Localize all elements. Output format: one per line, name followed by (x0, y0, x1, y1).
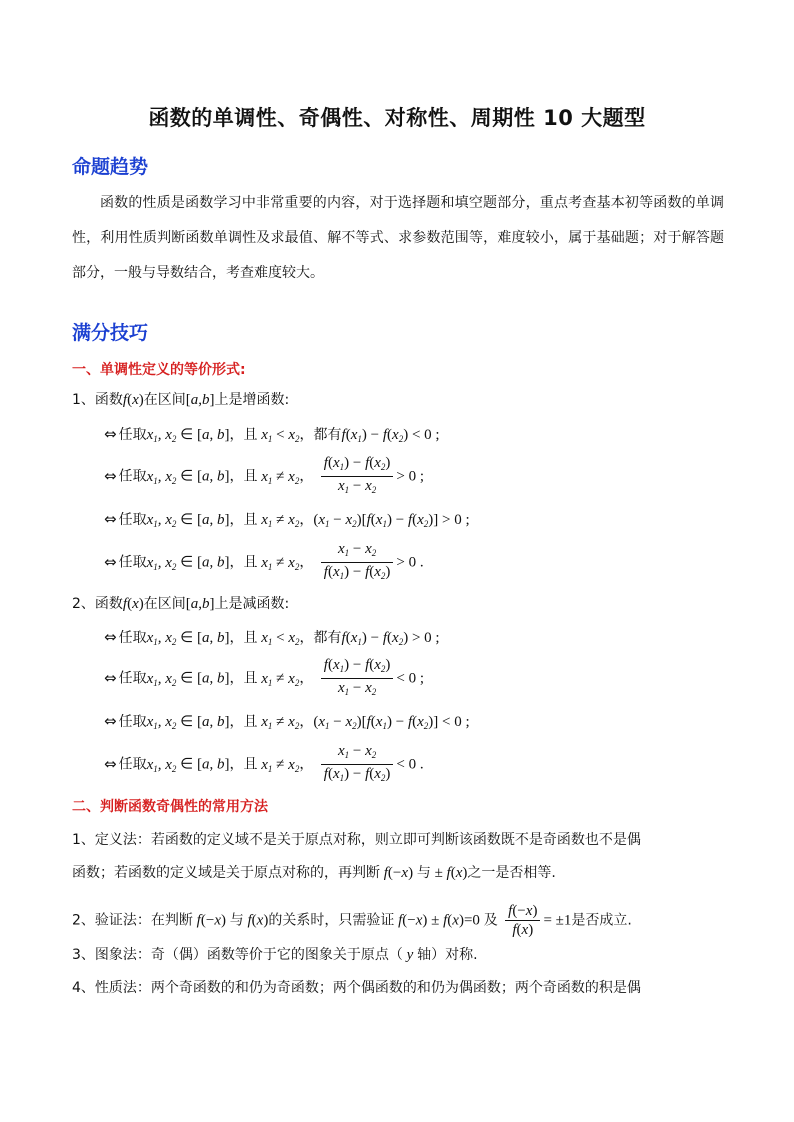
equiv-line-2: ⇔ 任取$x_1$, $x_2$ ∈ [a, b]，且 $x_1 \ne x_2$， $\frac{f(x_1) - f(x_2)}{x_1 - x_2}$ > 0 ; (104, 454, 424, 499)
fraction: $\frac{f(x_1) - f(x_2)}{x_1 - x_2}$ (321, 454, 394, 499)
equiv-line-4: ⇔ 任取$x_1$, $x_2$ ∈ [a, b]，且 $x_1 \ne x_2$， $\frac{x_1 - x_2}{f(x_1) - f(x_2)}$ > 0 . (104, 540, 424, 585)
equiv-line-6: ⇔ 任取$x_1$, $x_2$ ∈ [a, b]，且 $x_1 \ne x_2$， $\frac{f(x_1) - f(x_2)}{x_1 - x_2}$ < 0 ; (104, 656, 424, 701)
method-verification: 2、验证法：在判断 f(−x) 与 f(x)的关系时，只需验证 f(−x) ± f(x)=0 及 $\frac{f(-x)}{f(x)}$ = ±1是否成立. (72, 903, 632, 938)
subheading-monotonic: 一、单调性定义的等价形式: (72, 362, 246, 378)
item-decreasing: 2、函数f(x)在区间[a,b]上是减函数: (72, 596, 290, 612)
equiv-line-7: ⇔ 任取$x_1$, $x_2$ ∈ [a, b]，且 $x_1 \ne x_2$，$(x_1 - x_2)[f(x_1) - f(x_2)] < 0$ ; (104, 712, 470, 731)
subheading-parity: 二、判断函数奇偶性的常用方法 (72, 799, 268, 815)
equiv-line-8: ⇔ 任取$x_1$, $x_2$ ∈ [a, b]，且 $x_1 \ne x_2$， $\frac{x_1 - x_2}{f(x_1) - f(x_2)}$ < 0 . (104, 742, 424, 787)
equiv-line-5: ⇔ 任取$x_1$, $x_2$ ∈ [a, b]，且 $x_1 < x_2$，都有$f(x_1) - f(x_2) > 0$ ; (104, 628, 440, 647)
fraction: $\frac{f(-x)}{f(x)}$ (505, 902, 540, 939)
item-increasing: 1、函数f(x)在区间[a,b]上是增函数: (72, 392, 290, 408)
section-heading-skills: 满分技巧 (72, 322, 149, 344)
equivalence-arrow-icon: ⇔ (104, 628, 117, 646)
trend-paragraph: 函数的性质是函数学习中非常重要的内容，对于选择题和填空题部分，重点考查基本初等函数的单调性，利用性质判断函数单调性及求最值、解不等式、求参数范围等，难度较小，属于基础题；对于解答题部分，一般与导数结合，考查难度较大。 (72, 195, 724, 281)
equiv-line-3: ⇔ 任取$x_1$, $x_2$ ∈ [a, b]，且 $x_1 \ne x_2$，$(x_1 - x_2)[f(x_1) - f(x_2)] > 0$ ; (104, 510, 470, 529)
equivalence-arrow-icon: ⇔ (104, 754, 117, 773)
equivalence-arrow-icon: ⇔ (104, 510, 117, 528)
fraction: $\frac{x_1 - x_2}{f(x_1) - f(x_2)}$ (321, 540, 394, 585)
equivalence-arrow-icon: ⇔ (104, 552, 117, 571)
page-title: 函数的单调性、奇偶性、对称性、周期性 10 大题型 (148, 106, 646, 130)
equivalence-arrow-icon: ⇔ (104, 425, 117, 443)
method-property: 4、性质法：两个奇函数的和仍为奇函数；两个偶函数的和仍为偶函数；两个奇函数的积是偶 (72, 980, 641, 996)
method-graph: 3、图象法：奇（偶）函数等价于它的图象关于原点（ y 轴）对称. (72, 947, 478, 963)
fraction: $\frac{x_1 - x_2}{f(x_1) - f(x_2)}$ (321, 742, 394, 787)
equivalence-arrow-icon: ⇔ (104, 712, 117, 730)
section-heading-trend: 命题趋势 (72, 156, 149, 178)
equiv-line-1: ⇔ 任取$x_1$, $x_2$ ∈ [a, b]，且 $x_1 < x_2$，都有$f(x_1) - f(x_2) < 0$ ; (104, 425, 440, 444)
equivalence-arrow-icon: ⇔ (104, 668, 117, 687)
method-definition-line2: 函数；若函数的定义域是关于原点对称的，再判断 f(−x) 与 ± f(x)之一是否相等. (72, 865, 556, 881)
equivalence-arrow-icon: ⇔ (104, 466, 117, 485)
fraction: $\frac{f(x_1) - f(x_2)}{x_1 - x_2}$ (321, 656, 394, 701)
method-definition-line1: 1、定义法：若函数的定义域不是关于原点对称，则立即可判断该函数既不是奇函数也不是偶 (72, 832, 641, 848)
